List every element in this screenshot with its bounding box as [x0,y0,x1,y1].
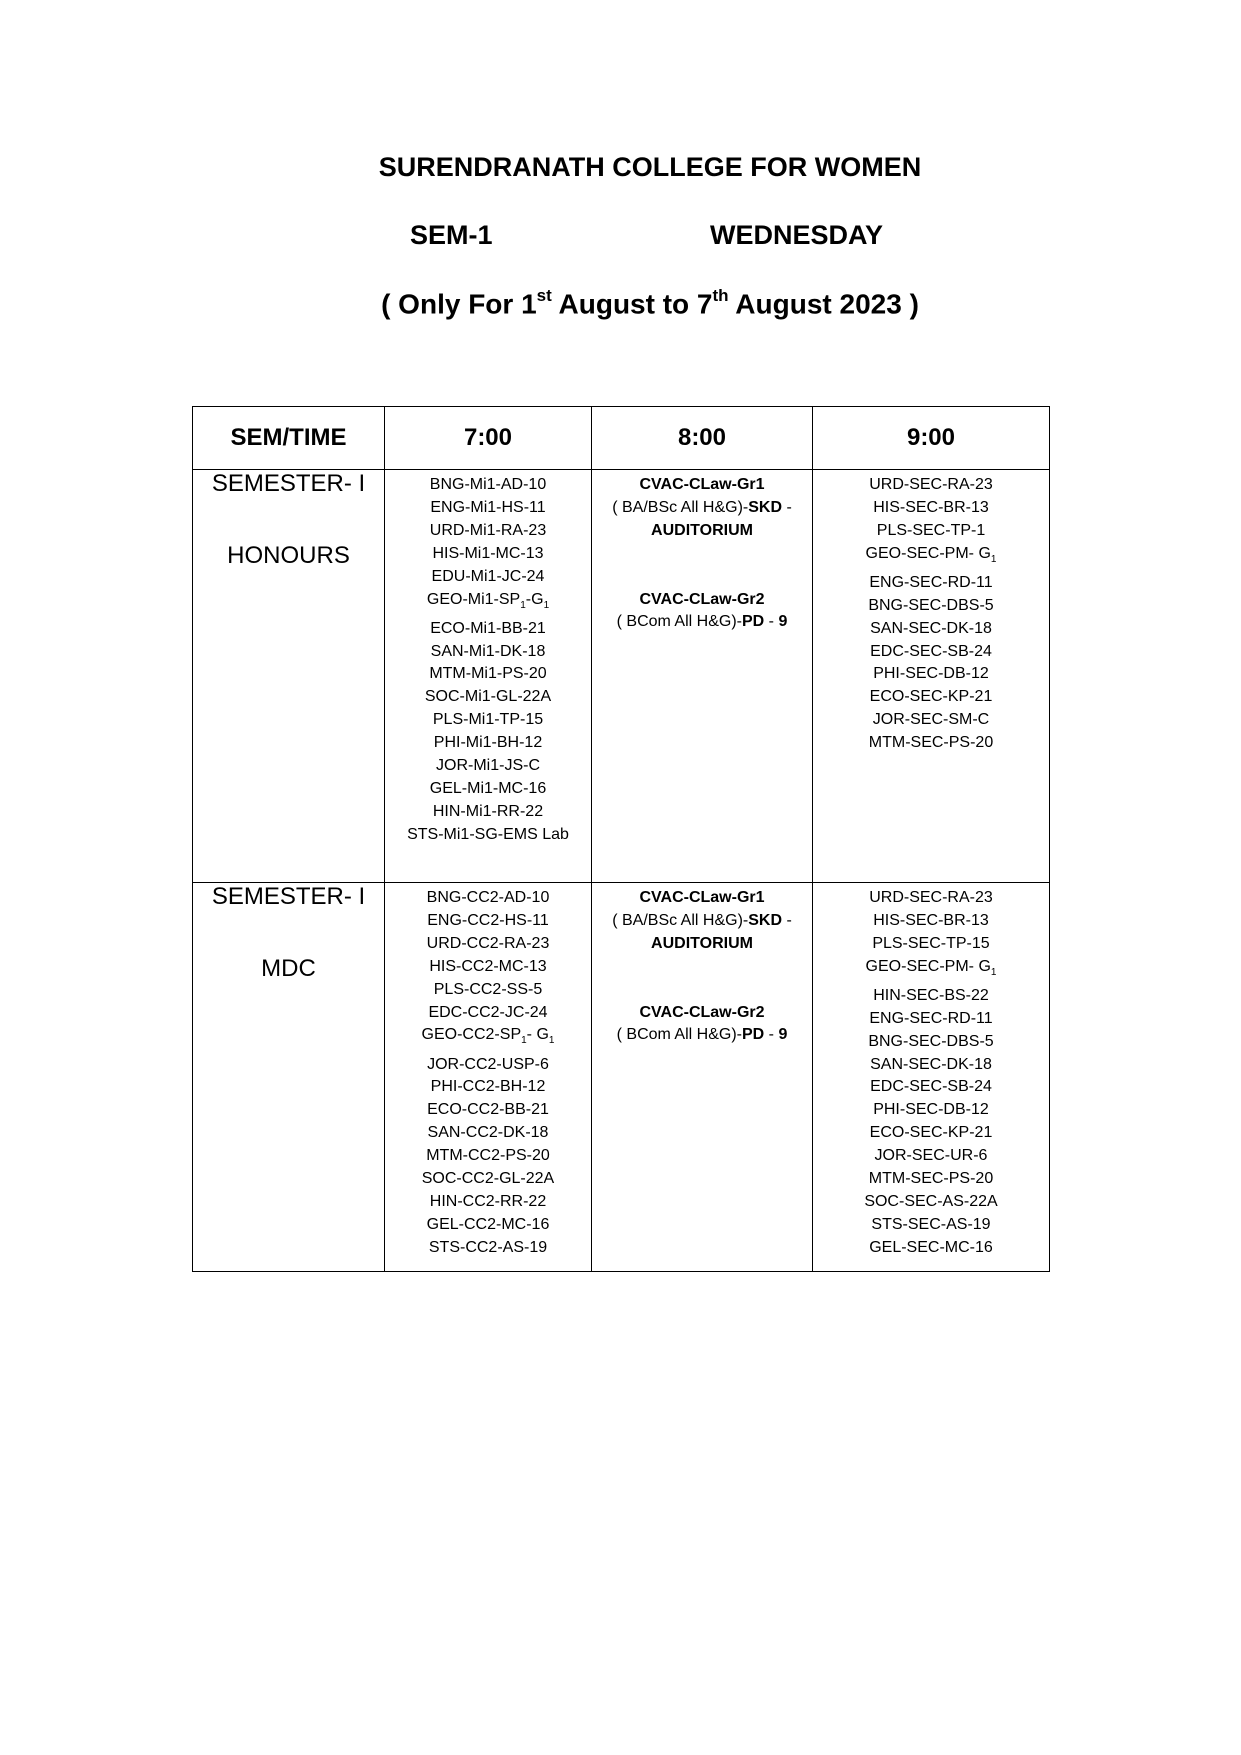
course-code: EDC-SEC-SB-24 [870,1078,992,1096]
slot-900 [813,470,1050,883]
course-code: STS-SEC-AS-19 [871,1215,991,1233]
course-code: STS-Mi1-SG-EMS Lab [407,825,569,843]
course-code: PLS-SEC-TP-1 [876,521,986,539]
cvac-gr1-title: CVAC-CLaw-Gr1 [639,889,765,906]
date-middle: August to 7 [551,288,713,320]
cvac-gr1-teacher: SKD [748,911,783,929]
course-code: SOC-CC2-GL-22A [421,1170,555,1188]
course-code: HIS-CC2-MC-13 [429,957,547,975]
course-code: PHI-CC2-BH-12 [430,1078,546,1096]
course-code: GEL-SEC-MC-16 [869,1238,993,1256]
course-code: JOR-Mi1-JS-C [436,757,540,775]
course-code: BNG-SEC-DBS-5 [868,596,994,614]
cvac-gr1-group: ( BA/BSc All H&G)- [612,498,749,516]
course-code: HIN-SEC-BS-22 [873,986,989,1004]
course-code: ENG-SEC-RD-11 [869,1009,993,1027]
table-row-mdc [193,883,1050,1272]
cvac-gr2-room: 9 [778,613,788,631]
course-list [385,470,591,847]
course-code: SAN-SEC-DK-18 [870,1055,992,1073]
course-code: STS-CC2-AS-19 [428,1238,548,1256]
cvac-gr1-teacher: SKD [748,498,783,516]
college-title: SURENDRANATH COLLEGE FOR WOMEN [378,152,922,182]
row-label-honours [193,470,385,883]
row-label-line2: HONOURS [227,542,350,569]
course-code: PHI-SEC-DB-12 [873,1101,989,1119]
course-code: URD-SEC-RA-23 [869,889,993,906]
course-code: GEO-SEC-PM- $G_1$ [865,957,997,978]
course-code: MTM-SEC-PS-20 [868,1170,994,1188]
date-sup-1: st [536,286,552,305]
course-code: HIS-SEC-BR-13 [873,498,989,516]
slot-900 [813,883,1050,1272]
cvac-list [592,883,812,1047]
col-header-900: 9:00 [813,407,1050,470]
cvac-gr1-sep: - [782,911,792,929]
date-suffix: August 2023 ) [728,288,919,320]
cvac-gr1-title: CVAC-CLaw-Gr1 [639,476,765,493]
cvac-gr2-sep: - [764,1026,779,1044]
course-code: JOR-SEC-SM-C [872,711,990,729]
course-code: GEL-Mi1-MC-16 [429,779,547,797]
cvac-gr1-group: ( BA/BSc All H&G)- [612,911,749,929]
course-code: EDC-SEC-SB-24 [870,642,992,660]
cvac-gr2-teacher: PD [741,1026,765,1044]
col-header-800: 8:00 [592,407,813,470]
course-code: PLS-Mi1-TP-15 [432,711,544,729]
date-range [0,288,1241,320]
course-list [385,883,591,1260]
course-code: EDC-CC2-JC-24 [428,1003,548,1021]
course-code: BNG-Mi1-AD-10 [429,476,547,493]
cvac-gr1-room: AUDITORIUM [651,521,753,539]
cvac-gr1-room: AUDITORIUM [651,934,753,952]
cvac-gr2-group: ( BCom All H&G)- [616,1026,742,1044]
cvac-gr1-sep: - [782,498,792,516]
course-code: SAN-Mi1-DK-18 [430,642,546,660]
course-code: MTM-Mi1-PS-20 [429,665,547,683]
course-code: JOR-SEC-UR-6 [874,1147,988,1165]
cvac-gr2-sep: - [764,613,779,631]
course-code: ECO-CC2-BB-21 [427,1101,549,1119]
course-code: HIS-Mi1-MC-13 [432,544,544,562]
col-header-700: 7:00 [385,407,592,470]
col-header-sem-time: SEM/TIME [193,407,385,470]
row-label-line1: SEMESTER- I [211,883,366,910]
row-label-mdc [193,883,385,1272]
course-code: HIN-Mi1-RR-22 [432,802,544,820]
date-sup-2: th [712,286,729,305]
course-code: BNG-CC2-AD-10 [426,889,550,906]
course-code: PLS-CC2-SS-5 [433,980,543,998]
course-code: URD-CC2-RA-23 [426,934,550,952]
course-code: BNG-SEC-DBS-5 [868,1032,994,1050]
course-code: PHI-SEC-DB-12 [873,665,989,683]
date-prefix: ( Only For 1 [381,288,537,320]
slot-700 [385,883,592,1272]
course-code: EDU-Mi1-JC-24 [431,567,545,585]
course-code: GEO-$CC2-SP_1-$ $G_1$ [421,1026,555,1047]
slot-800 [592,470,813,883]
semester-label: SEM-1 [410,220,493,250]
cvac-gr2-teacher: PD [741,613,765,631]
course-code: SOC-Mi1-GL-22A [424,688,552,706]
course-code: GEO-SEC-PM- $G_1$ [865,544,997,565]
course-code: PLS-SEC-TP-15 [872,934,990,952]
course-code: ECO-Mi1-BB-21 [430,619,546,637]
course-code: ENG-SEC-RD-11 [869,573,993,591]
course-code: HIN-CC2-RR-22 [429,1192,547,1210]
cvac-gr2-title: CVAC-CLaw-Gr2 [639,1003,765,1021]
cvac-gr2-group: ( BCom All H&G)- [616,613,742,631]
cvac-gr2-room: 9 [778,1026,788,1044]
table-row-honours [193,470,1050,883]
course-code: SAN-CC2-DK-18 [427,1124,549,1142]
cvac-list [592,470,812,634]
course-code: GEO-$Mi1-SP_1-G_1$ [426,590,550,611]
cvac-gr2-title: CVAC-CLaw-Gr2 [639,590,765,608]
course-code: ECO-SEC-KP-21 [869,688,993,706]
timetable [192,406,1050,1272]
course-code: PHI-Mi1-BH-12 [433,734,543,752]
row-label-line1: SEMESTER- I [211,470,366,497]
header-row [193,407,1050,470]
course-code: URD-Mi1-RA-23 [429,521,547,539]
course-code: SOC-SEC-AS-22A [864,1192,998,1210]
course-code: URD-SEC-RA-23 [869,476,993,493]
course-list [813,883,1049,1260]
course-list [813,470,1049,755]
course-code: SAN-SEC-DK-18 [870,619,992,637]
course-code: MTM-CC2-PS-20 [426,1147,550,1165]
course-code: ENG-Mi1-HS-11 [430,498,546,516]
course-code: GEL-CC2-MC-16 [426,1215,550,1233]
course-code: HIS-SEC-BR-13 [873,911,989,929]
day-label: WEDNESDAY [710,220,884,250]
course-code: MTM-SEC-PS-20 [868,734,994,752]
course-code: ECO-SEC-KP-21 [869,1124,993,1142]
course-code: ENG-CC2-HS-11 [427,911,549,929]
course-code: JOR-CC2-USP-6 [427,1055,549,1073]
slot-700 [385,470,592,883]
row-label-line2: MDC [261,955,316,982]
slot-800 [592,883,813,1272]
